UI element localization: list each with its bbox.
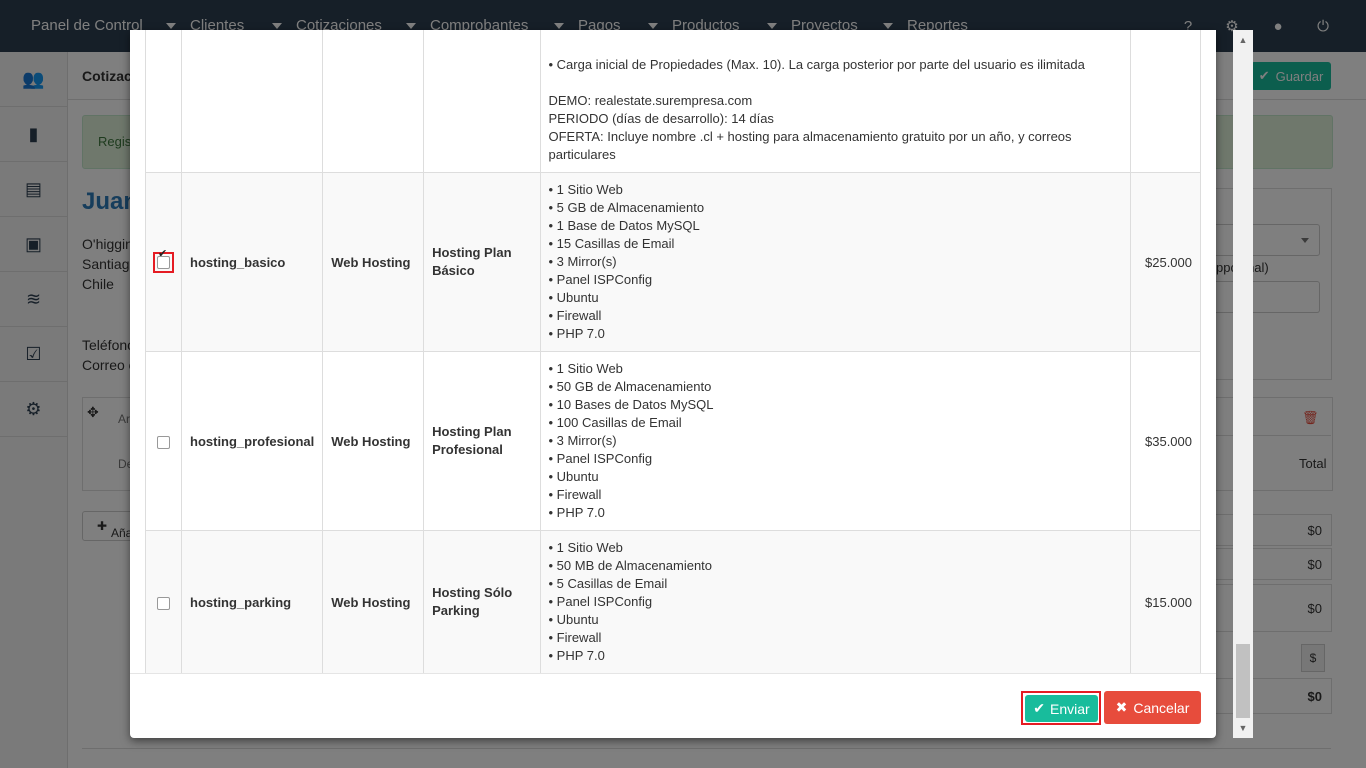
desc-line: • Firewall (548, 630, 602, 645)
desc-line: • Panel ISPConfig (548, 272, 653, 287)
modal-footer (130, 673, 1216, 738)
desc-line: • Firewall (548, 487, 602, 502)
scroll-thumb[interactable] (1236, 644, 1250, 718)
product-code: hosting_parking (182, 531, 323, 674)
desc-line: • Panel ISPConfig (548, 594, 653, 609)
product-category-cell (323, 30, 424, 173)
table-row (146, 30, 1201, 173)
desc-line: • 1 Sitio Web (548, 361, 623, 376)
row-checkbox[interactable] (157, 256, 170, 269)
checkbox-highlight (153, 252, 174, 273)
table-row[interactable] (146, 173, 1201, 352)
table-row[interactable] (146, 531, 1201, 674)
desc-line: • 10 Bases de Datos MySQL (548, 397, 714, 412)
modal-scrollbar[interactable] (1233, 30, 1253, 738)
desc-line: • Ubuntu (548, 290, 599, 305)
desc-line: • 3 Mirror(s) (548, 254, 617, 269)
submit-label: Enviar (1050, 700, 1090, 717)
desc-line: • PHP 7.0 (548, 505, 605, 520)
row-checkbox[interactable] (157, 597, 170, 610)
desc-line: OFERTA: Incluye nombre .cl + hosting para almacenamiento gratuito por un año, y correos particulares (548, 129, 1072, 162)
cancel-label: Cancelar (1133, 699, 1190, 716)
desc-line (549, 74, 1123, 92)
checkbox-cell (146, 30, 182, 173)
product-category: Web Hosting (323, 173, 424, 352)
desc-line: • 1 Sitio Web (548, 182, 623, 197)
table-row[interactable] (146, 352, 1201, 531)
desc-line: • 15 Casillas de Email (548, 236, 675, 251)
row-checkbox[interactable] (157, 436, 170, 449)
cancel-button[interactable] (1104, 691, 1201, 724)
desc-line: • Firewall (548, 308, 602, 323)
desc-line: • Carga inicial de Propiedades (Max. 10). La carga posterior por parte del usuario es ilimitada (548, 57, 1085, 72)
desc-line: • PHP 7.0 (548, 326, 605, 341)
product-selection-modal (130, 30, 1216, 738)
modal-body (145, 30, 1201, 673)
desc-line: PERIODO (días de desarrollo): 14 días (548, 111, 774, 126)
product-desc-cell (540, 352, 1131, 531)
product-category: Web Hosting (323, 352, 424, 531)
desc-line: • 1 Base de Datos MySQL (548, 218, 700, 233)
product-price: $15.000 (1131, 531, 1201, 674)
desc-line: • 50 MB de Almacenamiento (548, 558, 713, 573)
desc-line: • Panel ISPConfig (548, 451, 653, 466)
product-code: hosting_profesional (182, 352, 323, 531)
desc-line: DEMO: realestate.surempresa.com (548, 93, 753, 108)
desc-line: • 5 GB de Almacenamiento (548, 200, 705, 215)
product-price: $25.000 (1131, 173, 1201, 352)
close-icon: ✖ (1115, 699, 1128, 715)
product-code-cell (182, 30, 323, 173)
check-icon: ✔ (1033, 700, 1046, 716)
product-desc-cell (540, 531, 1131, 674)
checkbox-cell (146, 352, 182, 531)
desc-line: • 1 Sitio Web (548, 540, 623, 555)
products-table (145, 30, 1201, 673)
product-desc-cell (540, 173, 1131, 352)
checkbox-cell (146, 173, 182, 352)
product-name: Hosting Plan Profesional (424, 352, 540, 531)
scroll-down-icon[interactable]: ▼ (1238, 723, 1248, 733)
scroll-up-icon[interactable]: ▲ (1238, 35, 1248, 45)
desc-line: • Ubuntu (548, 469, 599, 484)
desc-line: • PHP 7.0 (548, 648, 605, 663)
product-name: Hosting Sólo Parking (424, 531, 540, 674)
product-price: $35.000 (1131, 352, 1201, 531)
desc-line: • 5 Casillas de Email (548, 576, 668, 591)
product-category: Web Hosting (323, 531, 424, 674)
product-name-cell (424, 30, 540, 173)
desc-line: • 100 Casillas de Email (548, 415, 682, 430)
submit-button[interactable] (1025, 695, 1098, 722)
product-code: hosting_basico (182, 173, 323, 352)
product-price-cell (1131, 30, 1201, 173)
product-desc-cell (540, 30, 1131, 173)
desc-line: • 3 Mirror(s) (548, 433, 617, 448)
desc-line: • 50 GB de Almacenamiento (548, 379, 712, 394)
product-name: Hosting Plan Básico (424, 173, 540, 352)
checkbox-cell (146, 531, 182, 674)
desc-line: • Ubuntu (548, 612, 599, 627)
